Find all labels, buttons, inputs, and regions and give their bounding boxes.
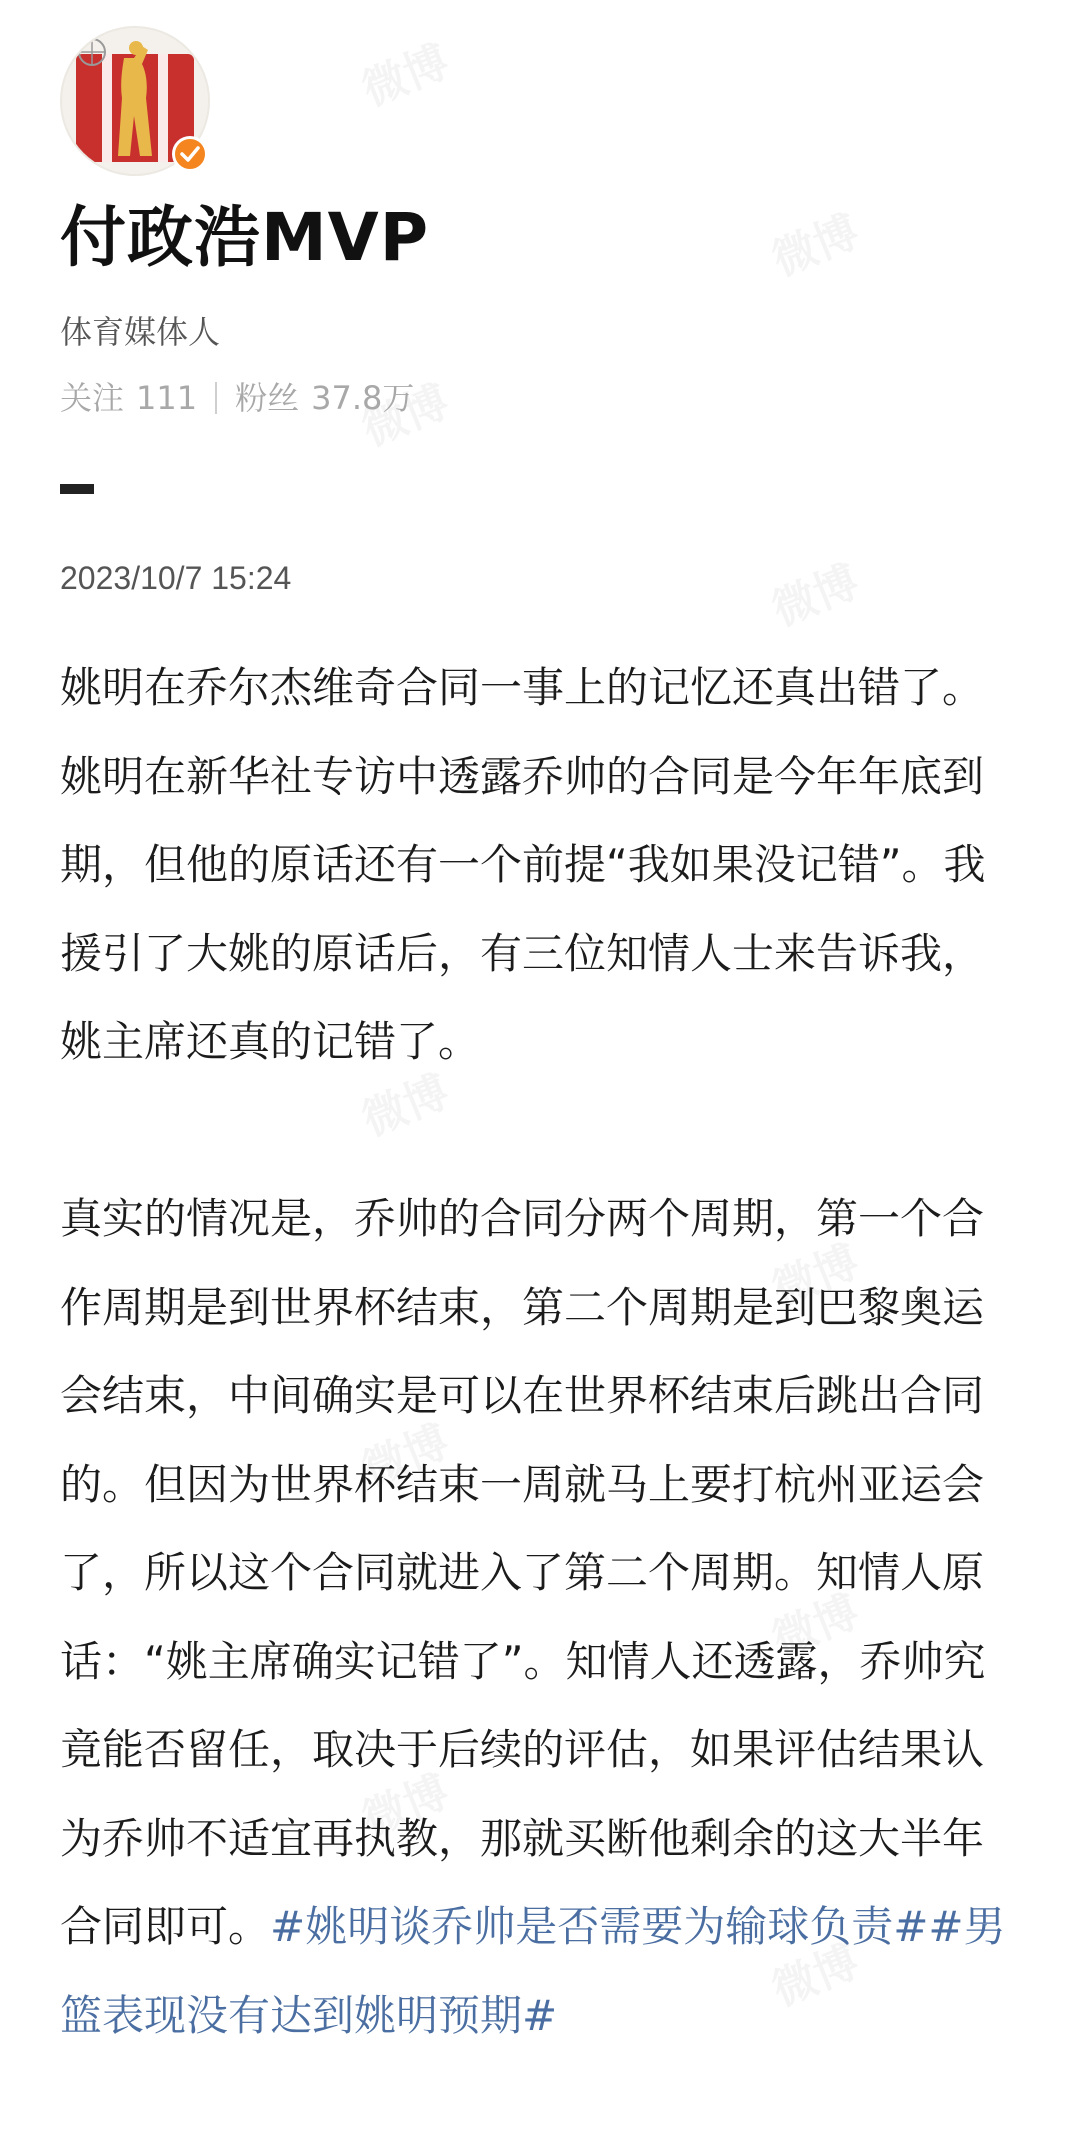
post-paragraph	[60, 1175, 1020, 2060]
followers-count: 37.8万	[311, 379, 415, 417]
following-count: 111	[136, 379, 198, 417]
paragraph-gap	[60, 1087, 1020, 1176]
user-bio: 体育媒体人	[60, 313, 221, 351]
hashtag-link[interactable]: #男篮表现没有达到姚明预期#	[60, 1902, 1006, 2040]
stats-divider	[215, 382, 217, 414]
watermark	[351, 26, 457, 118]
verified-badge-icon	[172, 136, 208, 172]
section-divider	[60, 484, 94, 494]
watermark	[761, 546, 867, 638]
user-name[interactable]: 付政浩MVP	[60, 199, 430, 276]
following-label: 关注	[60, 379, 125, 417]
post-body	[60, 644, 1020, 2060]
followers-stat[interactable]	[235, 376, 414, 420]
post-paragraph: 姚明在乔尔杰维奇合同一事上的记忆还真出错了。姚明在新华社专访中透露乔帅的合同是今年年底到期，但他的原话还有一个前提“我如果没记错”。我援引了大姚的原话后，有三位知情人士来告诉我，姚主席还真的记错了。	[60, 663, 986, 1066]
avatar[interactable]	[60, 26, 210, 176]
following-stat[interactable]	[60, 376, 197, 420]
watermark	[761, 196, 867, 288]
post-paragraph-text: 真实的情况是，乔帅的合同分两个周期，第一个合作周期是到世界杯结束，第二个周期是到巴黎奥运会结束，中间确实是可以在世界杯结束后跳出合同的。但因为世界杯结束一周就马上要打杭州亚运会了，所以这个合同就进入了第二个周期。知情人原话：“姚主席确实记错了”。知情人还透露，乔帅究竟能否留任，取决于后续的评估，如果评估结果认为乔帅不适宜再执教，那就买断他剩余的这大半年合同即可。	[60, 1194, 986, 1951]
hashtag-link[interactable]: #姚明谈乔帅是否需要为输球负责#	[270, 1902, 929, 1951]
post-timestamp: 2023/10/7 15:24	[60, 560, 292, 596]
followers-label: 粉丝	[235, 379, 300, 417]
user-stats	[60, 376, 414, 420]
